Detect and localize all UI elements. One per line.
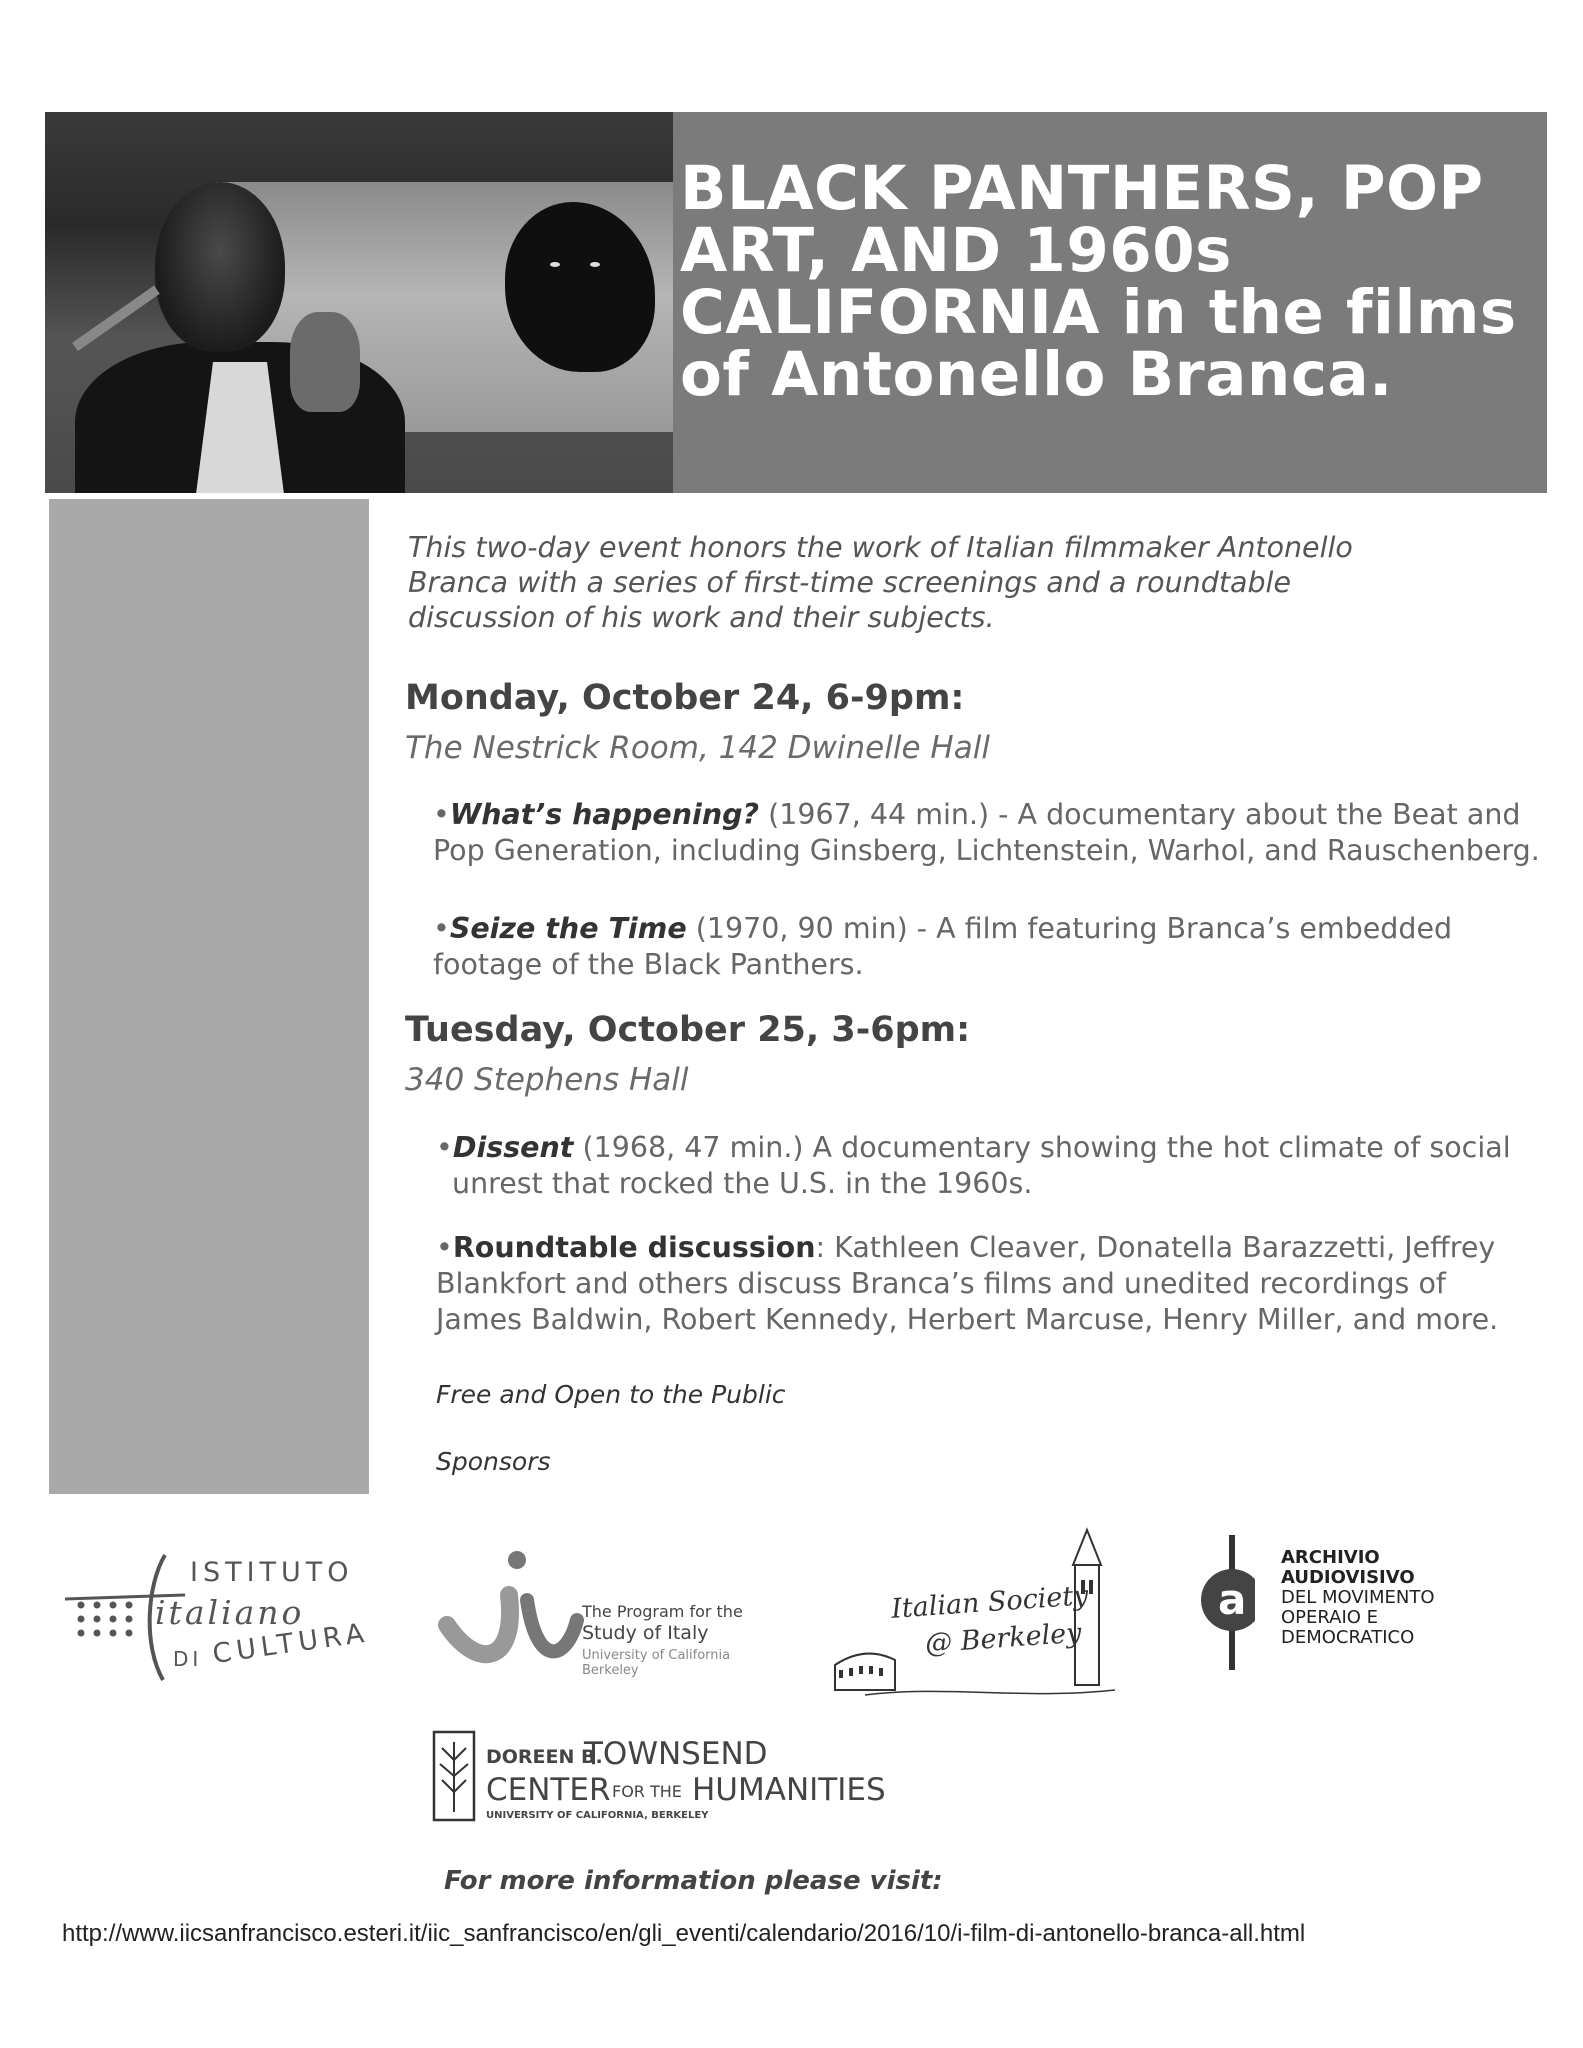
- day2-venue: 340 Stephens Hall: [405, 1062, 689, 1098]
- day1-venue: The Nestrick Room, 142 Dwinelle Hall: [405, 730, 990, 766]
- townsend-logo: DOREEN B. TOWNSEND CENTER FOR THE HUMANITIES UNIVERSITY OF CALIFORNIA, BERKELEY: [432, 1730, 932, 1830]
- list-item: •Seize the Time (1970, 90 min) - A film featuring Branca’s embedded footage of the Black Panthers.: [433, 912, 1453, 981]
- psi-mark-icon: [437, 1530, 587, 1680]
- header-photo: [45, 112, 673, 493]
- list-item: •What’s happening? (1967, 44 min.) - A documentary about the Beat and Pop Generation, including Ginsberg, Lichtenstein, Warhol, and Rauschenberg.: [433, 798, 1540, 867]
- speaker-hand: [290, 312, 360, 412]
- psi-logo: The Program for the Study of Italy University of California Berkeley: [437, 1530, 757, 1680]
- free-note: Free and Open to the Public: [436, 1380, 786, 1409]
- title-box: [673, 112, 1547, 493]
- event-url-link[interactable]: http://www.iicsanfrancisco.esteri.it/iic_sanfrancisco/en/gli_eventi/calendario/2016/10/i-film-di-antonello-branca-all.html: [62, 1920, 1306, 1947]
- day2-heading: Tuesday, October 25, 3-6pm:: [405, 1010, 971, 1050]
- list-item: •Dissent (1968, 47 min.) A documentary showing the hot climate of social unrest that rocked the U.S. in the 1960s.: [436, 1131, 1511, 1200]
- intro-text: This two-day event honors the work of Italian filmmaker Antonello Branca with a series of first-time screenings and a roundtable discussion of his work and their subjects.: [408, 531, 1353, 634]
- list-item: •Roundtable discussion: Kathleen Cleaver, Donatella Barazzetti, Jeffrey Blankfort and others discuss Branca’s films and unedited recordings of James Baldwin, Robert Kennedy, Herbert Marcuse, Henry Miller, and more.: [436, 1231, 1499, 1336]
- sponsors-label: Sponsors: [436, 1447, 551, 1476]
- townsend-mark-icon: [432, 1730, 476, 1822]
- page-title: BLACK PANTHERS, POP ART, AND 1960s CALIFORNIA in the films of Antonello Branca.: [680, 153, 1517, 410]
- isb-logo: Italian Society @ Berkeley: [825, 1525, 1125, 1715]
- aamod-logo: a ARCHIVIO AUDIOVISIVO DEL MOVIMENTO OPERAIO E DEMOCRATICO: [1185, 1535, 1505, 1675]
- more-info-label: For more information please visit:: [444, 1866, 943, 1896]
- iic-logo: ISTITUTO italiano DI CULTURA: [65, 1545, 375, 1685]
- speaker-head: [155, 182, 285, 352]
- day1-heading: Monday, October 24, 6-9pm:: [405, 678, 965, 718]
- side-bar: [49, 499, 369, 1494]
- microphone: [72, 286, 160, 352]
